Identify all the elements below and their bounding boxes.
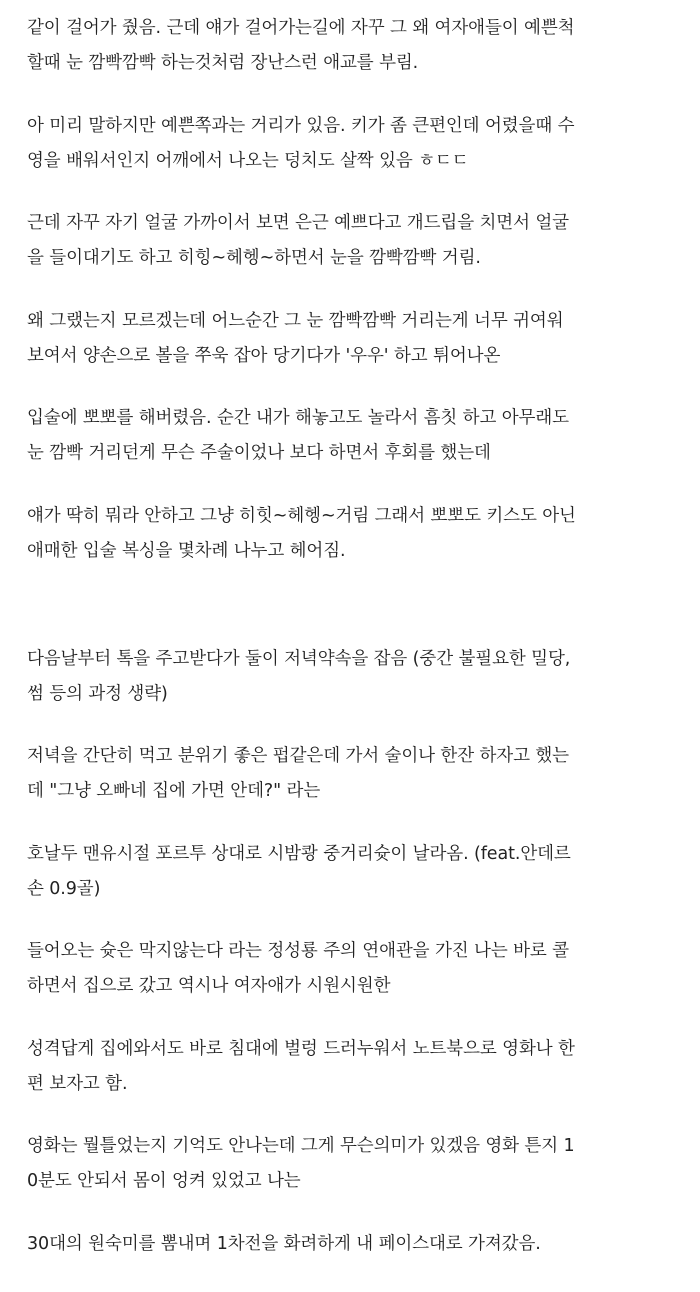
text-line: 왜 그랬는지 모르겠는데 어느순간 그 눈 깜빡깜빡 거리는게 너무 귀여워 xyxy=(27,311,564,331)
text-line: 호날두 맨유시절 포르투 상대로 시밤쾅 중거리슛이 날라옴. (feat.안데르 xyxy=(27,844,571,864)
text-line: 저녁을 간단히 먹고 분위기 좋은 펍같은데 가서 술이나 한잔 하자고 했는 xyxy=(27,746,569,766)
text-line: 손 0.9골) xyxy=(27,879,101,899)
text-line: 아 미리 말하지만 예쁜쪽과는 거리가 있음. 키가 좀 큰편인데 어렸을때 수 xyxy=(27,116,575,136)
text-line: 애매한 입술 복싱을 몇차례 나누고 헤어짐. xyxy=(27,541,346,561)
text-line: 데 "그냥 오빠네 집에 가면 안데?" 라는 xyxy=(27,781,321,801)
text-line: 같이 걸어가 줬음. 근데 얘가 걸어가는길에 자꾸 그 왜 여자애들이 예쁜척 xyxy=(27,18,575,38)
text-line: 을 들이대기도 하고 히힝~헤헹~하면서 눈을 깜빡깜빡 거림. xyxy=(27,248,481,268)
text-line: 할때 눈 깜빡깜빡 하는것처럼 장난스런 애교를 부림. xyxy=(27,53,419,73)
text-line: 성격답게 집에와서도 바로 침대에 벌렁 드러누워서 노트북으로 영화나 한 xyxy=(27,1039,575,1059)
text-line: 영화는 뭘틀었는지 기억도 안나는데 그게 무슨의미가 있겠음 영화 튼지 1 xyxy=(27,1136,575,1156)
text-line: 편 보자고 함. xyxy=(27,1074,128,1094)
text-line: 영을 배워서인지 어깨에서 나오는 덩치도 살짝 있음 ㅎㄷㄷ xyxy=(27,151,469,171)
text-line: 들어오는 슛은 막지않는다 라는 정성룡 주의 연애관을 가진 나는 바로 콜 xyxy=(27,941,569,961)
text-line: 입술에 뽀뽀를 해버렸음. 순간 내가 해놓고도 놀라서 흠칫 하고 아무래도 xyxy=(27,408,569,428)
text-line: 30대의 원숙미를 뽐내며 1차전을 화려하게 내 페이스대로 가져갔음. xyxy=(27,1234,541,1254)
text-line: 0분도 안되서 몸이 엉켜 있었고 나는 xyxy=(27,1171,301,1191)
text-line: 다음날부터 톡을 주고받다가 둘이 저녁약속을 잡음 (중간 불필요한 밀당, xyxy=(27,649,571,669)
text-line: 눈 깜빡 거리던게 무슨 주술이었나 보다 하면서 후회를 했는데 xyxy=(27,443,491,463)
text-line: 얘가 딱히 뭐라 안하고 그냥 히힛~헤헹~거림 그래서 뽀뽀도 키스도 아닌 xyxy=(27,506,576,526)
text-line: 근데 자꾸 자기 얼굴 가까이서 보면 은근 예쁘다고 개드립을 치면서 얼굴 xyxy=(27,213,569,233)
text-line: 하면서 집으로 갔고 역시나 여자애가 시원시원한 xyxy=(27,976,391,996)
text-line: 보여서 양손으로 볼을 쭈욱 잡아 당기다가 '우우' 하고 튀어나온 xyxy=(27,346,501,366)
text-line: 썸 등의 과정 생략) xyxy=(27,684,168,704)
